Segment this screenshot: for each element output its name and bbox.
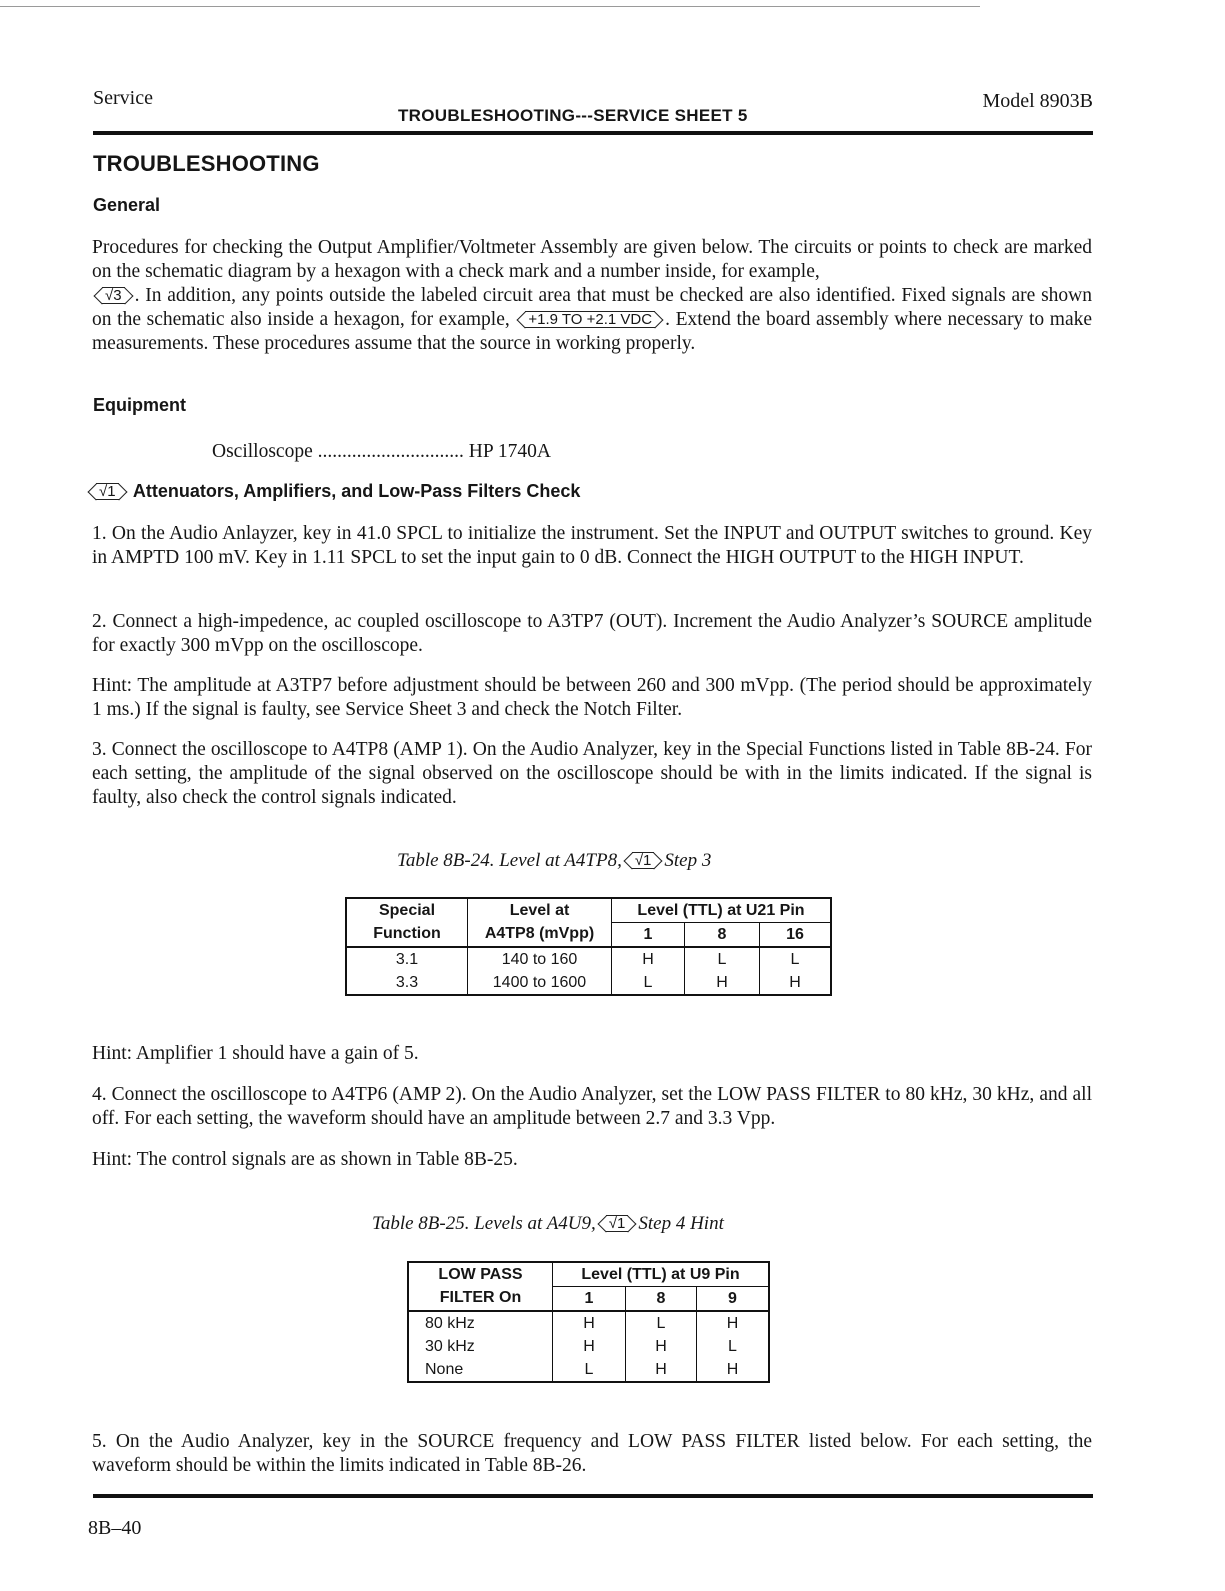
table25-cell-pin1: H — [553, 1311, 626, 1335]
table25-cell-pin1: H — [553, 1335, 626, 1358]
step-5: 5. On the Audio Analyzer, key in the SOURCE frequency and LOW PASS FILTER listed below. For each setting, the waveform should be within the limits indicated in Table 8B-26. — [92, 1431, 1092, 1476]
table24-cell-function: 3.1 — [395, 950, 419, 968]
footer-rule — [93, 1494, 1093, 1498]
table24-cell-function: 3.3 — [395, 973, 419, 991]
table-row — [408, 1358, 769, 1382]
table24-caption-pre: Table 8B-24. Level at A4TP8, — [397, 850, 622, 871]
table25-cell-pin8: H — [626, 1335, 697, 1358]
table24-cell-pin1: L — [612, 971, 685, 995]
header-model-label: Model 8903B — [982, 90, 1093, 112]
equipment-leader: .............................. — [317, 441, 464, 462]
hexagon-fixed-signal-icon: +1.9 TO +2.1 VDC — [525, 311, 655, 328]
table25-cell-pin8: H — [626, 1358, 697, 1382]
general-text-1: Procedures for checking the Output Amplifier/Voltmeter Assembly are given below. The circuits or points to check are marked on the schematic diagram by a hexagon with a check mark and a number inside, for example, — [92, 237, 1092, 282]
header-rule — [93, 131, 1093, 135]
table24-cell-level: 140 to 160 — [468, 947, 612, 971]
equipment-row — [212, 441, 551, 463]
hint-3: Hint: The control signals are as shown in Table 8B-25. — [92, 1149, 518, 1170]
table25-caption-post: Step 4 Hint — [638, 1213, 724, 1234]
hint-2: Hint: Amplifier 1 should have a gain of 5. — [92, 1043, 419, 1064]
table25-header-pin: 8 — [626, 1287, 697, 1312]
step-4: 4. Connect the oscilloscope to A4TP6 (AMP 2). On the Audio Analyzer, set the LOW PASS FILTER to 80 kHz, 30 kHz, and all off. For each setting, the waveform should have an amplitude between 2.7 and 3.3 Vpp. — [92, 1084, 1092, 1129]
general-paragraph — [92, 236, 1092, 356]
table25-cell-filter: 30 kHz — [425, 1337, 475, 1355]
check1-heading-row — [86, 481, 580, 502]
table25-cell-filter: None — [425, 1360, 464, 1378]
step-3: 3. Connect the oscilloscope to A4TP8 (AMP 1). On the Audio Analyzer, key in the Special Functions listed in Table 8B-24. For each setting, the amplitude of the signal observed on the oscilloscope should be with in the limits indicated. If the signal is faulty, also check the control signals indicated. — [92, 739, 1092, 808]
table24-cell-pin16: H — [760, 971, 832, 995]
table24-header-ttl: Level (TTL) at U21 Pin — [612, 898, 832, 923]
table24-header-level: Level at — [468, 898, 612, 923]
table24-caption-post: Step 3 — [664, 850, 712, 871]
hexagon-check-3-icon: √3 — [102, 287, 125, 304]
table25-header-pin: 9 — [697, 1287, 770, 1312]
table24-header-a4tp8: A4TP8 (mVpp) — [468, 923, 612, 948]
table-row — [346, 971, 831, 995]
table24-cell-pin8: L — [685, 947, 760, 971]
table25-header-ttl: Level (TTL) at U9 Pin — [553, 1262, 770, 1287]
table24-cell-pin16: L — [760, 947, 832, 971]
check1-heading: Attenuators, Amplifiers, and Low-Pass Filters Check — [132, 481, 581, 501]
table24-header-pin: 16 — [760, 923, 832, 948]
table25-cell-pin9: L — [697, 1335, 770, 1358]
step-2: 2. Connect a high-impedence, ac coupled oscilloscope to A3TP7 (OUT). Increment the Audio Analyzer’s SOURCE amplitude for exactly 300 mVpp on the oscilloscope. — [92, 611, 1092, 656]
table24-cell-pin1: H — [612, 947, 685, 971]
table25-header-lowpass: LOW PASS — [438, 1265, 523, 1283]
table24-cell-level: 1400 to 1600 — [468, 971, 612, 995]
table24-header-pin: 8 — [685, 923, 760, 948]
general-heading: General — [93, 195, 161, 215]
table24-caption — [397, 850, 711, 872]
table-8b-24 — [345, 897, 832, 996]
page-title: TROUBLESHOOTING — [93, 151, 320, 176]
table25-cell-pin1: L — [553, 1358, 626, 1382]
header-section-label: Service — [93, 87, 153, 109]
equipment-heading: Equipment — [93, 395, 186, 415]
table24-header-special: Special — [378, 901, 436, 919]
table25-header-pin: 1 — [553, 1287, 626, 1312]
header-sheet-title: TROUBLESHOOTING---SERVICE SHEET 5 — [398, 106, 748, 125]
table25-header-filter: FILTER On — [408, 1287, 553, 1312]
table24-header-pin: 1 — [612, 923, 685, 948]
table24-header-function: Function — [346, 923, 468, 948]
table25-cell-pin9: H — [697, 1358, 770, 1382]
general-text-2: . In addition, any points outside the labeled circuit area that must be checked are also identified. Fixed signals are shown on the schematic also inside a hexagon, for example, — [92, 285, 1092, 330]
table25-cell-pin8: L — [626, 1311, 697, 1335]
table-8b-25 — [407, 1261, 770, 1383]
table25-caption-pre: Table 8B-25. Levels at A4U9, — [372, 1213, 596, 1234]
table25-cell-pin9: H — [697, 1311, 770, 1335]
table24-hexagon-check-1-icon: √1 — [632, 852, 655, 869]
table-row — [408, 1311, 769, 1335]
table25-hexagon-check-1-icon: √1 — [606, 1215, 629, 1232]
equipment-model: HP 1740A — [468, 441, 551, 462]
scan-top-edge — [0, 6, 980, 7]
step-1: 1. On the Audio Anlayzer, key in 41.0 SPCL to initialize the instrument. Set the INPUT and OUTPUT switches to ground. Key in AMPTD 100 mV. Key in 1.11 SPCL to set the input gain to 0 dB. Connect the HIGH OUTPUT to the HIGH INPUT. — [92, 523, 1092, 568]
table-row — [346, 947, 831, 971]
hint-1: Hint: The amplitude at A3TP7 before adjustment should be between 260 and 300 mVpp. (The period should be approximately 1 ms.) If the signal is faulty, see Service Sheet 3 and check the Notch Filter. — [92, 675, 1092, 720]
table25-cell-filter: 80 kHz — [425, 1314, 475, 1332]
equipment-item: Oscilloscope — [212, 441, 313, 462]
table-row — [408, 1335, 769, 1358]
hexagon-check-1-icon: √1 — [96, 483, 119, 500]
table25-caption — [372, 1213, 724, 1235]
page-number: 8B–40 — [88, 1517, 142, 1539]
table24-cell-pin8: H — [685, 971, 760, 995]
general-text-3: . Extend the board assembly where necessary to make measurements. These procedures assume that the source in working properly. — [92, 309, 1093, 354]
